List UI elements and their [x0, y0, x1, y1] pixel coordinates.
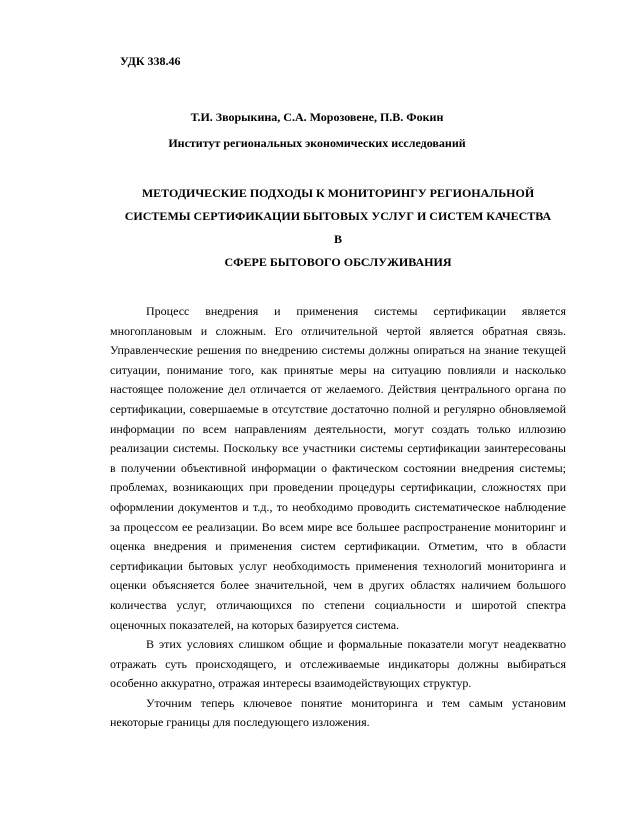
title-line: СФЕРЕ БЫТОВОГО ОБСЛУЖИВАНИЯ — [224, 255, 452, 269]
title-line: СИСТЕМЫ СЕРТИФИКАЦИИ БЫТОВЫХ УСЛУГ И СИСТЕМ КАЧЕСТВА В — [124, 209, 552, 246]
article-title — [120, 182, 556, 274]
body-paragraph: Уточним теперь ключевое понятие мониторинга и тем самым установим некоторые границы для последующего изложения. — [110, 695, 566, 730]
affiliation: Институт региональных экономических исследований — [168, 136, 466, 150]
body-paragraph: В этих условиях слишком общие и формальные показатели могут неадекватно отражать суть происходящего, и отслеживаемые индикаторы должны выбираться особенно аккуратно, отражая интересы взаимодействующих структур. — [110, 637, 566, 691]
body-paragraph: Процесс внедрения и применения системы сертификации является многоплановым и сложным. Его отличительной чертой является обратная связь. Управленческие решения по внедрению системы должны опираться на знание текущей ситуации, понимание того, как принятые меры на ситуацию повлияли и насколько настоящее положение дел отличается от желаемого. Действия центрального органа по сертификации, совершаемые в отсутствие достаточно полной и регулярно обновляемой информации по всем направлениям деятельности, могут создать только иллюзию реализации системы. Поскольку все участники системы сертификации заинтересованы в получении объективной информации о фактическом состоянии внедрения системы; проблемах, возникающих при проведении процедуры сертификации, сложностях при оформлении документов и т.д., то необходимо проводить систематическое наблюдение за процессом ее реализации. Во всем мире все большее распространение мониторинг и оценка внедрения и применения систем сертификации. Отметим, что в области сертификации бытовых услуг необходимость применения технологий мониторинга и оценки объясняется более значительной, чем в других областях наличием большого количества услуг, отличающихся по степени социальности и широтой спектра оценочных показателей, на которых базируется система. — [110, 304, 566, 632]
udc-code: УДК 338.46 — [120, 54, 181, 68]
title-line: МЕТОДИЧЕСКИЕ ПОДХОДЫ К МОНИТОРИНГУ РЕГИОНАЛЬНОЙ — [141, 186, 535, 200]
authors: Т.И. Зворыкина, С.А. Морозовене, П.В. Фокин — [190, 110, 444, 124]
article-body — [110, 302, 566, 733]
